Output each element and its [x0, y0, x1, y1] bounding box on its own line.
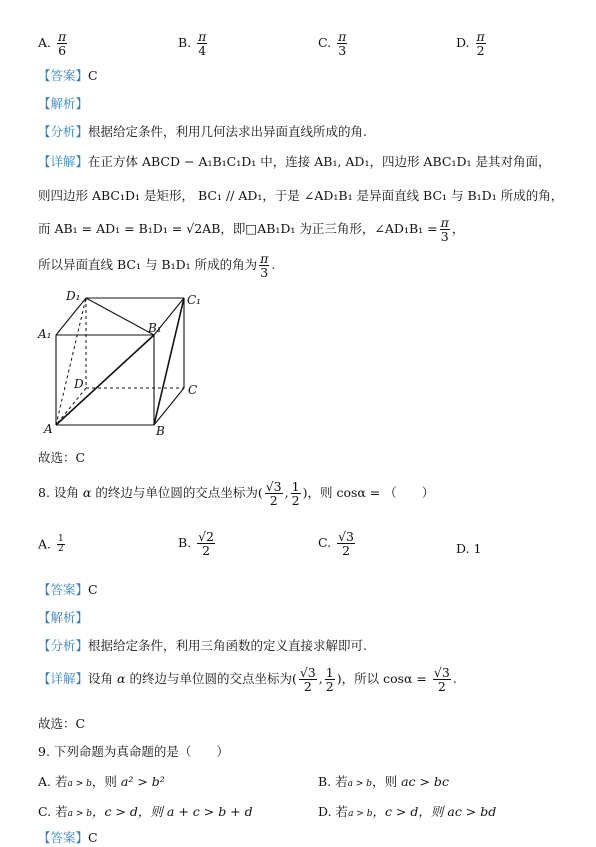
answer-tag: 【答案】	[38, 68, 89, 83]
stem-text: )，则	[302, 485, 333, 501]
option-condition: a > b	[348, 809, 373, 819]
answer-tag: 【答案】	[38, 582, 89, 597]
q9-option-b	[318, 772, 449, 790]
option-denominator: 2	[476, 43, 485, 59]
q7-option-d	[456, 30, 488, 57]
fraction-denominator: 2	[269, 493, 278, 509]
fraction-numerator: π	[260, 251, 269, 266]
q9-answer	[38, 828, 98, 846]
fraction-denominator: 2	[325, 679, 334, 695]
detail-tag: 【详解】	[38, 154, 89, 169]
q9-stem: 9. 下列命题为真命题的是（ ）	[38, 744, 229, 759]
label-b1: B₁	[148, 321, 162, 335]
alpha-symbol: α	[117, 671, 126, 687]
option-condition: a > b	[67, 779, 92, 789]
label-b: B	[156, 424, 165, 438]
q7-fenxi	[38, 122, 367, 140]
option-letter: C.	[318, 535, 332, 551]
q7-detail-line3	[38, 216, 464, 243]
q8-analysis-tag: 【解析】	[38, 610, 89, 625]
q7-conclusion: 故选：C	[38, 450, 86, 465]
fraction-numerator: π	[440, 215, 449, 230]
label-d: D	[74, 377, 84, 391]
q7-option-a	[38, 30, 69, 57]
option-numerator: 1	[58, 534, 64, 544]
label-c1: C₁	[187, 293, 201, 307]
q9-option-c	[38, 802, 253, 820]
option-letter: A.	[38, 536, 52, 552]
detail-text: .	[452, 671, 457, 687]
q8-fenxi	[38, 636, 367, 654]
stem-text: 8. 设角	[38, 485, 79, 501]
q7-answer	[38, 66, 98, 84]
cos-expression: cosα =	[383, 671, 427, 687]
detail-tag: 【详解】	[38, 671, 89, 687]
label-c: C	[188, 383, 198, 397]
option-letter: C.	[318, 35, 332, 51]
option-numerator: √3	[338, 529, 354, 544]
option-denominator: 2	[58, 544, 64, 555]
q9-option-d	[318, 802, 496, 820]
detail-text: 在正方体 ABCD − A₁B₁C₁D₁ 中，连接 AB₁, AD₁，四边形 ABC₁D₁ 是其对角面，	[88, 154, 551, 169]
detail-text: 的终边与单位圆的交点坐标为(	[129, 671, 297, 687]
option-result: a + c > b + d	[166, 804, 253, 819]
answer-blank: （ ）	[384, 485, 435, 501]
answer-value: C	[88, 68, 98, 83]
fraction-denominator: 3	[260, 265, 269, 281]
fraction-numerator: 1	[291, 479, 300, 494]
fraction-numerator: 1	[325, 665, 334, 680]
option-numerator: π	[476, 29, 485, 44]
option-text: ，则	[372, 774, 398, 789]
q8-option-b	[178, 530, 217, 557]
fraction-numerator: √3	[299, 665, 316, 680]
alpha-symbol: α	[82, 485, 92, 501]
q8-detail	[38, 666, 457, 693]
option-denominator: 3	[338, 43, 347, 59]
q8-option-a	[38, 535, 67, 555]
answer-value: C	[88, 582, 98, 597]
q9-option-a	[38, 772, 165, 790]
fraction-numerator: √3	[433, 665, 450, 680]
fenxi-tag: 【分析】	[38, 638, 89, 653]
option-text: ，则	[91, 774, 117, 789]
option-result: ac > bc	[401, 774, 449, 789]
cos-expression: cosα =	[336, 485, 381, 501]
option-numerator: π	[58, 29, 67, 44]
option-value: 1	[473, 541, 482, 556]
detail-text: ，	[451, 221, 465, 237]
label-a: A	[44, 422, 53, 436]
option-letter: D.	[318, 804, 332, 819]
q8-option-c	[318, 530, 357, 557]
option-condition: a > b	[67, 809, 92, 819]
fraction-denominator: 2	[437, 679, 446, 695]
option-letter: C.	[38, 804, 52, 819]
option-numerator: √2	[198, 529, 215, 544]
option-denominator: 4	[198, 43, 207, 59]
option-letter: A.	[38, 35, 52, 51]
fraction-denominator: 2	[291, 493, 300, 509]
diag-a-b1	[56, 335, 154, 425]
edge-a1-d1	[56, 298, 86, 335]
q7-detail-line2: 则四边形 ABC₁D₁ 是矩形， BC₁ // AD₁，于是 ∠AD₁B₁ 是异面直线 BC₁ 与 B₁D₁ 所成的角，	[38, 188, 564, 203]
q8-conclusion: 故选：C	[38, 716, 86, 731]
label-d1: D₁	[66, 290, 81, 303]
option-letter: A.	[38, 774, 52, 789]
detail-text: )，所以	[336, 671, 380, 687]
option-letter: B.	[178, 35, 192, 51]
diag-d1-b1	[86, 298, 154, 335]
option-denominator: 6	[58, 43, 67, 59]
comma: ,	[284, 485, 289, 501]
option-numerator: π	[338, 29, 347, 44]
option-letter: D.	[456, 35, 470, 51]
fenxi-text: 根据给定条件，利用几何法求出异面直线所成的角.	[88, 124, 367, 139]
detail-text: 所以异面直线 BC₁ 与 B₁D₁ 所成的角为	[38, 257, 258, 273]
option-text: ，c > d，则	[372, 804, 444, 819]
fraction-numerator: √3	[265, 479, 282, 494]
comma: ,	[318, 671, 323, 687]
option-letter: B.	[178, 535, 192, 551]
q7-detail-line4	[38, 252, 275, 279]
label-a1: A₁	[38, 327, 52, 341]
q7-option-b	[178, 30, 209, 57]
q8-stem	[38, 480, 434, 507]
detail-text: 设角	[88, 671, 114, 687]
fenxi-text: 根据给定条件，利用三角函数的定义直接求解即可.	[88, 638, 367, 653]
q7-option-c	[318, 30, 349, 57]
option-condition: a > b	[347, 779, 373, 789]
option-numerator: π	[198, 29, 207, 44]
option-text: 若	[335, 774, 348, 789]
answer-tag: 【答案】	[38, 830, 89, 845]
option-letter: D.	[456, 541, 470, 556]
q8-option-d	[456, 541, 482, 556]
option-result: a² > b²	[120, 774, 165, 789]
option-text: ，c > d，则	[91, 804, 163, 819]
answer-value: C	[88, 830, 98, 845]
q7-detail-line1	[38, 152, 550, 170]
detail-text: .	[271, 257, 276, 273]
fenxi-tag: 【分析】	[38, 124, 89, 139]
q8-answer	[38, 580, 98, 598]
stem-text: 的终边与单位圆的交点坐标为(	[95, 485, 263, 501]
option-text: 若	[55, 804, 68, 819]
option-denominator: 2	[202, 543, 211, 559]
option-text: 若	[335, 804, 349, 819]
fraction-denominator: 3	[440, 229, 449, 245]
detail-text: 而 AB₁ = AD₁ = B₁D₁ = √2AB，即□AB₁D₁ 为正三角形，∠AD₁B₁ =	[38, 221, 438, 237]
option-denominator: 2	[342, 543, 351, 559]
cube-figure	[36, 290, 216, 440]
fraction-denominator: 2	[303, 679, 312, 695]
option-text: 若	[55, 774, 68, 789]
q7-analysis-tag: 【解析】	[38, 96, 89, 111]
option-result: ac > bd	[447, 804, 497, 819]
option-letter: B.	[318, 774, 332, 789]
